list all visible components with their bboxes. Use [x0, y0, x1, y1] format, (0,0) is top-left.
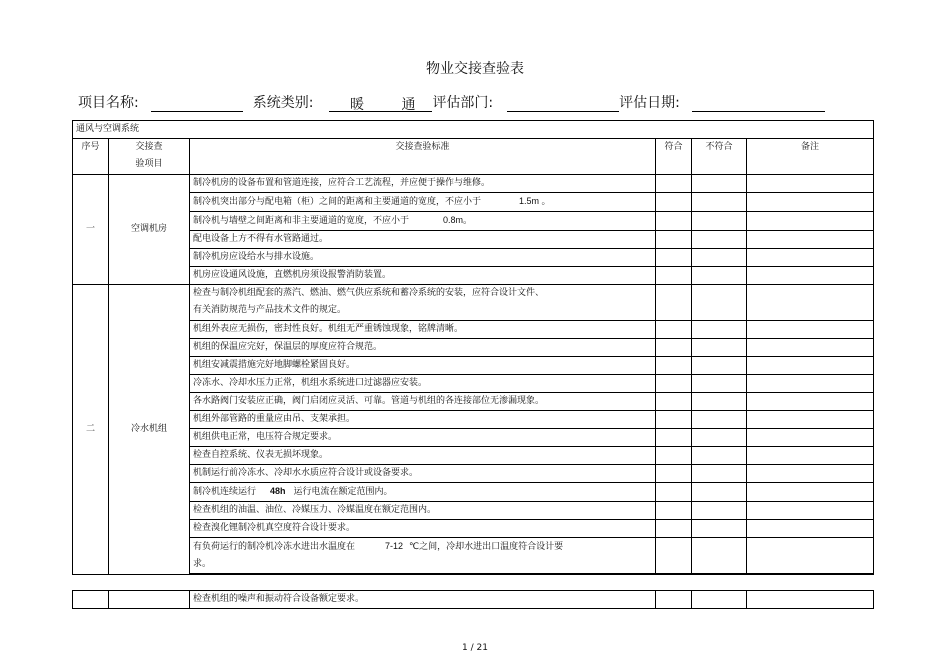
document-title: 物业交接查验表: [426, 61, 524, 77]
table-row: [73, 231, 874, 249]
note-cell[interactable]: [747, 538, 874, 574]
inspection-table: [72, 120, 874, 575]
pass-cell[interactable]: [656, 465, 692, 483]
date-label: 评估日期:: [619, 95, 680, 111]
note-cell[interactable]: [747, 193, 874, 212]
continuation-table: [72, 590, 874, 609]
pass-cell[interactable]: [656, 520, 692, 538]
note-cell[interactable]: [747, 375, 874, 393]
table-row: [73, 520, 874, 538]
standard-cell: 制冷机房的设备布置和管道连接，应符合工艺流程，并应便于操作与维修。: [190, 175, 656, 193]
note-cell[interactable]: [747, 411, 874, 429]
note-cell[interactable]: [747, 175, 874, 193]
standard-cell: 检查机组的噪声和振动符合设备额定要求。: [190, 591, 656, 609]
standard-cell: 制冷机突出部分与配电箱（柜）之间的距离和主要通道的宽度，不应小于 1.5m 。: [190, 193, 656, 212]
system-type-value-2: 通: [384, 94, 432, 112]
standard-cell: 机组外部管路的重量应由吊、支架承担。: [190, 411, 656, 429]
table-row: [73, 267, 874, 285]
note-cell[interactable]: [747, 465, 874, 483]
project-name-label: 项目名称:: [78, 95, 139, 111]
pass-cell[interactable]: [656, 502, 692, 520]
note-cell[interactable]: [747, 502, 874, 520]
pass-cell[interactable]: [656, 249, 692, 267]
note-cell[interactable]: [747, 267, 874, 285]
standard-cell: 有负荷运行的制冷机冷冻水进出水温度在 7-12 ℃之间，冷却水进出口温度符合设计要 求。: [190, 538, 656, 574]
header-row: [73, 139, 874, 175]
note-cell[interactable]: [747, 339, 874, 357]
fail-cell[interactable]: [692, 175, 747, 193]
pass-cell[interactable]: [656, 267, 692, 285]
table-row: [73, 212, 874, 231]
standard-cell: 检查溴化锂制冷机真空度符合设计要求。: [190, 520, 656, 538]
standard-cell: 机组安减震措施完好地脚螺栓紧固良好。: [190, 357, 656, 375]
fail-cell[interactable]: [692, 465, 747, 483]
fail-cell[interactable]: [692, 285, 747, 321]
fail-cell[interactable]: [692, 483, 747, 502]
group-no: 二: [73, 285, 109, 575]
pass-cell[interactable]: [656, 538, 692, 574]
table-row: [73, 285, 874, 321]
system-type-value-1: 暖: [329, 94, 384, 112]
pass-cell[interactable]: [656, 231, 692, 249]
pass-cell[interactable]: [656, 375, 692, 393]
table-row: [73, 193, 874, 212]
pass-cell[interactable]: [656, 339, 692, 357]
header-pass: 符合: [656, 139, 692, 175]
pass-cell[interactable]: [656, 429, 692, 447]
table-row: [73, 321, 874, 339]
note-cell[interactable]: [747, 429, 874, 447]
pass-cell[interactable]: [656, 357, 692, 375]
standard-cell: 制冷机连续运行 48h 运行电流在额定范围内。: [190, 483, 656, 502]
fail-cell[interactable]: [692, 193, 747, 212]
header-item: 交接查 验项目: [109, 139, 190, 175]
group-no: 一: [73, 175, 109, 285]
table-row: [73, 429, 874, 447]
note-cell[interactable]: [747, 520, 874, 538]
pass-cell[interactable]: [656, 321, 692, 339]
fail-cell[interactable]: [692, 502, 747, 520]
note-cell[interactable]: [747, 357, 874, 375]
group-no: [73, 591, 109, 609]
table-row: [73, 465, 874, 483]
department-field[interactable]: [507, 94, 619, 112]
fail-cell[interactable]: [692, 447, 747, 465]
standard-cell: 机组供电正常，电压符合规定要求。: [190, 429, 656, 447]
fail-cell[interactable]: [692, 393, 747, 411]
fail-cell[interactable]: [692, 591, 747, 609]
header-standard: 交接查验标准: [190, 139, 656, 175]
form-header: [78, 92, 825, 112]
table-row: [73, 447, 874, 465]
table-row: [73, 483, 874, 502]
table-row: [73, 249, 874, 267]
note-cell[interactable]: [747, 591, 874, 609]
group-name: [109, 591, 190, 609]
header-note: 备注: [747, 139, 874, 175]
note-cell[interactable]: [747, 393, 874, 411]
table-row: [73, 175, 874, 193]
pass-cell[interactable]: [656, 193, 692, 212]
fail-cell[interactable]: [692, 231, 747, 249]
fail-cell[interactable]: [692, 212, 747, 231]
standard-cell: 制冷机与墙壁之间距离和非主要通道的宽度，不应小于 0.8m。: [190, 212, 656, 231]
pass-cell[interactable]: [656, 212, 692, 231]
fail-cell[interactable]: [692, 520, 747, 538]
fail-cell[interactable]: [692, 429, 747, 447]
note-cell[interactable]: [747, 285, 874, 321]
fail-cell[interactable]: [692, 339, 747, 357]
header-fail: 不符合: [692, 139, 747, 175]
fail-cell[interactable]: [692, 249, 747, 267]
pass-cell[interactable]: [656, 285, 692, 321]
group-name: 冷水机组: [109, 285, 190, 575]
pass-cell[interactable]: [656, 591, 692, 609]
table-row: [73, 375, 874, 393]
pass-cell[interactable]: [656, 447, 692, 465]
table-row: [73, 339, 874, 357]
standard-cell: 机组外表应无损伤，密封性良好。机组无严重锈蚀现象，铭牌清晰。: [190, 321, 656, 339]
table-row: [73, 393, 874, 411]
system-type-label: 系统类别:: [252, 95, 314, 111]
page-number: 1 / 21: [462, 643, 488, 653]
date-field[interactable]: [692, 94, 825, 112]
note-cell[interactable]: [747, 212, 874, 231]
pass-cell[interactable]: [656, 175, 692, 193]
pass-cell[interactable]: [656, 483, 692, 502]
standard-cell: 机组的保温应完好，保温层的厚度应符合规范。: [190, 339, 656, 357]
table-row: [73, 538, 874, 574]
note-cell[interactable]: [747, 447, 874, 465]
table-row: [73, 502, 874, 520]
fail-cell[interactable]: [692, 411, 747, 429]
note-cell[interactable]: [747, 483, 874, 502]
standard-cell: 检查自控系统、仪表无损坏现象。: [190, 447, 656, 465]
group-name: 空调机房: [109, 175, 190, 285]
table-row: [73, 411, 874, 429]
fail-cell[interactable]: [692, 375, 747, 393]
department-label: 评估部门:: [432, 95, 494, 111]
project-name-field[interactable]: [151, 94, 243, 112]
note-cell[interactable]: [747, 231, 874, 249]
table-row: [73, 357, 874, 375]
fail-cell[interactable]: [692, 267, 747, 285]
standard-cell: 各水路阀门安装应正确，阀门启闭应灵活、可靠。管道与机组的各连接部位无渗漏现象。: [190, 393, 656, 411]
fail-cell[interactable]: [692, 357, 747, 375]
standard-cell: 制冷机房应设给水与排水设施。: [190, 249, 656, 267]
header-no: 序号: [73, 139, 109, 175]
standard-cell: 冷冻水、冷却水压力正常，机组水系统进口过滤器应安装。: [190, 375, 656, 393]
standard-cell: 机房应设通风设施，直燃机房须设报警消防装置。: [190, 267, 656, 285]
pass-cell[interactable]: [656, 393, 692, 411]
fail-cell[interactable]: [692, 538, 747, 574]
standard-cell: 检查与制冷机组配套的蒸汽、燃油、燃气供应系统和蓄冷系统的安装，应符合设计文件、 有关消防规范与产品技术文件的规定。: [190, 285, 656, 321]
table-row: [73, 591, 874, 609]
standard-cell: 机制运行前冷冻水、冷却水水质应符合设计或设备要求。: [190, 465, 656, 483]
pass-cell[interactable]: [656, 411, 692, 429]
standard-cell: 检查机组的油温、油位、冷媒压力、冷媒温度在额定范围内。: [190, 502, 656, 520]
note-cell[interactable]: [747, 321, 874, 339]
fail-cell[interactable]: [692, 321, 747, 339]
section-title: 通风与空调系统: [73, 121, 874, 139]
standard-cell: 配电设备上方不得有水管路通过。: [190, 231, 656, 249]
note-cell[interactable]: [747, 249, 874, 267]
